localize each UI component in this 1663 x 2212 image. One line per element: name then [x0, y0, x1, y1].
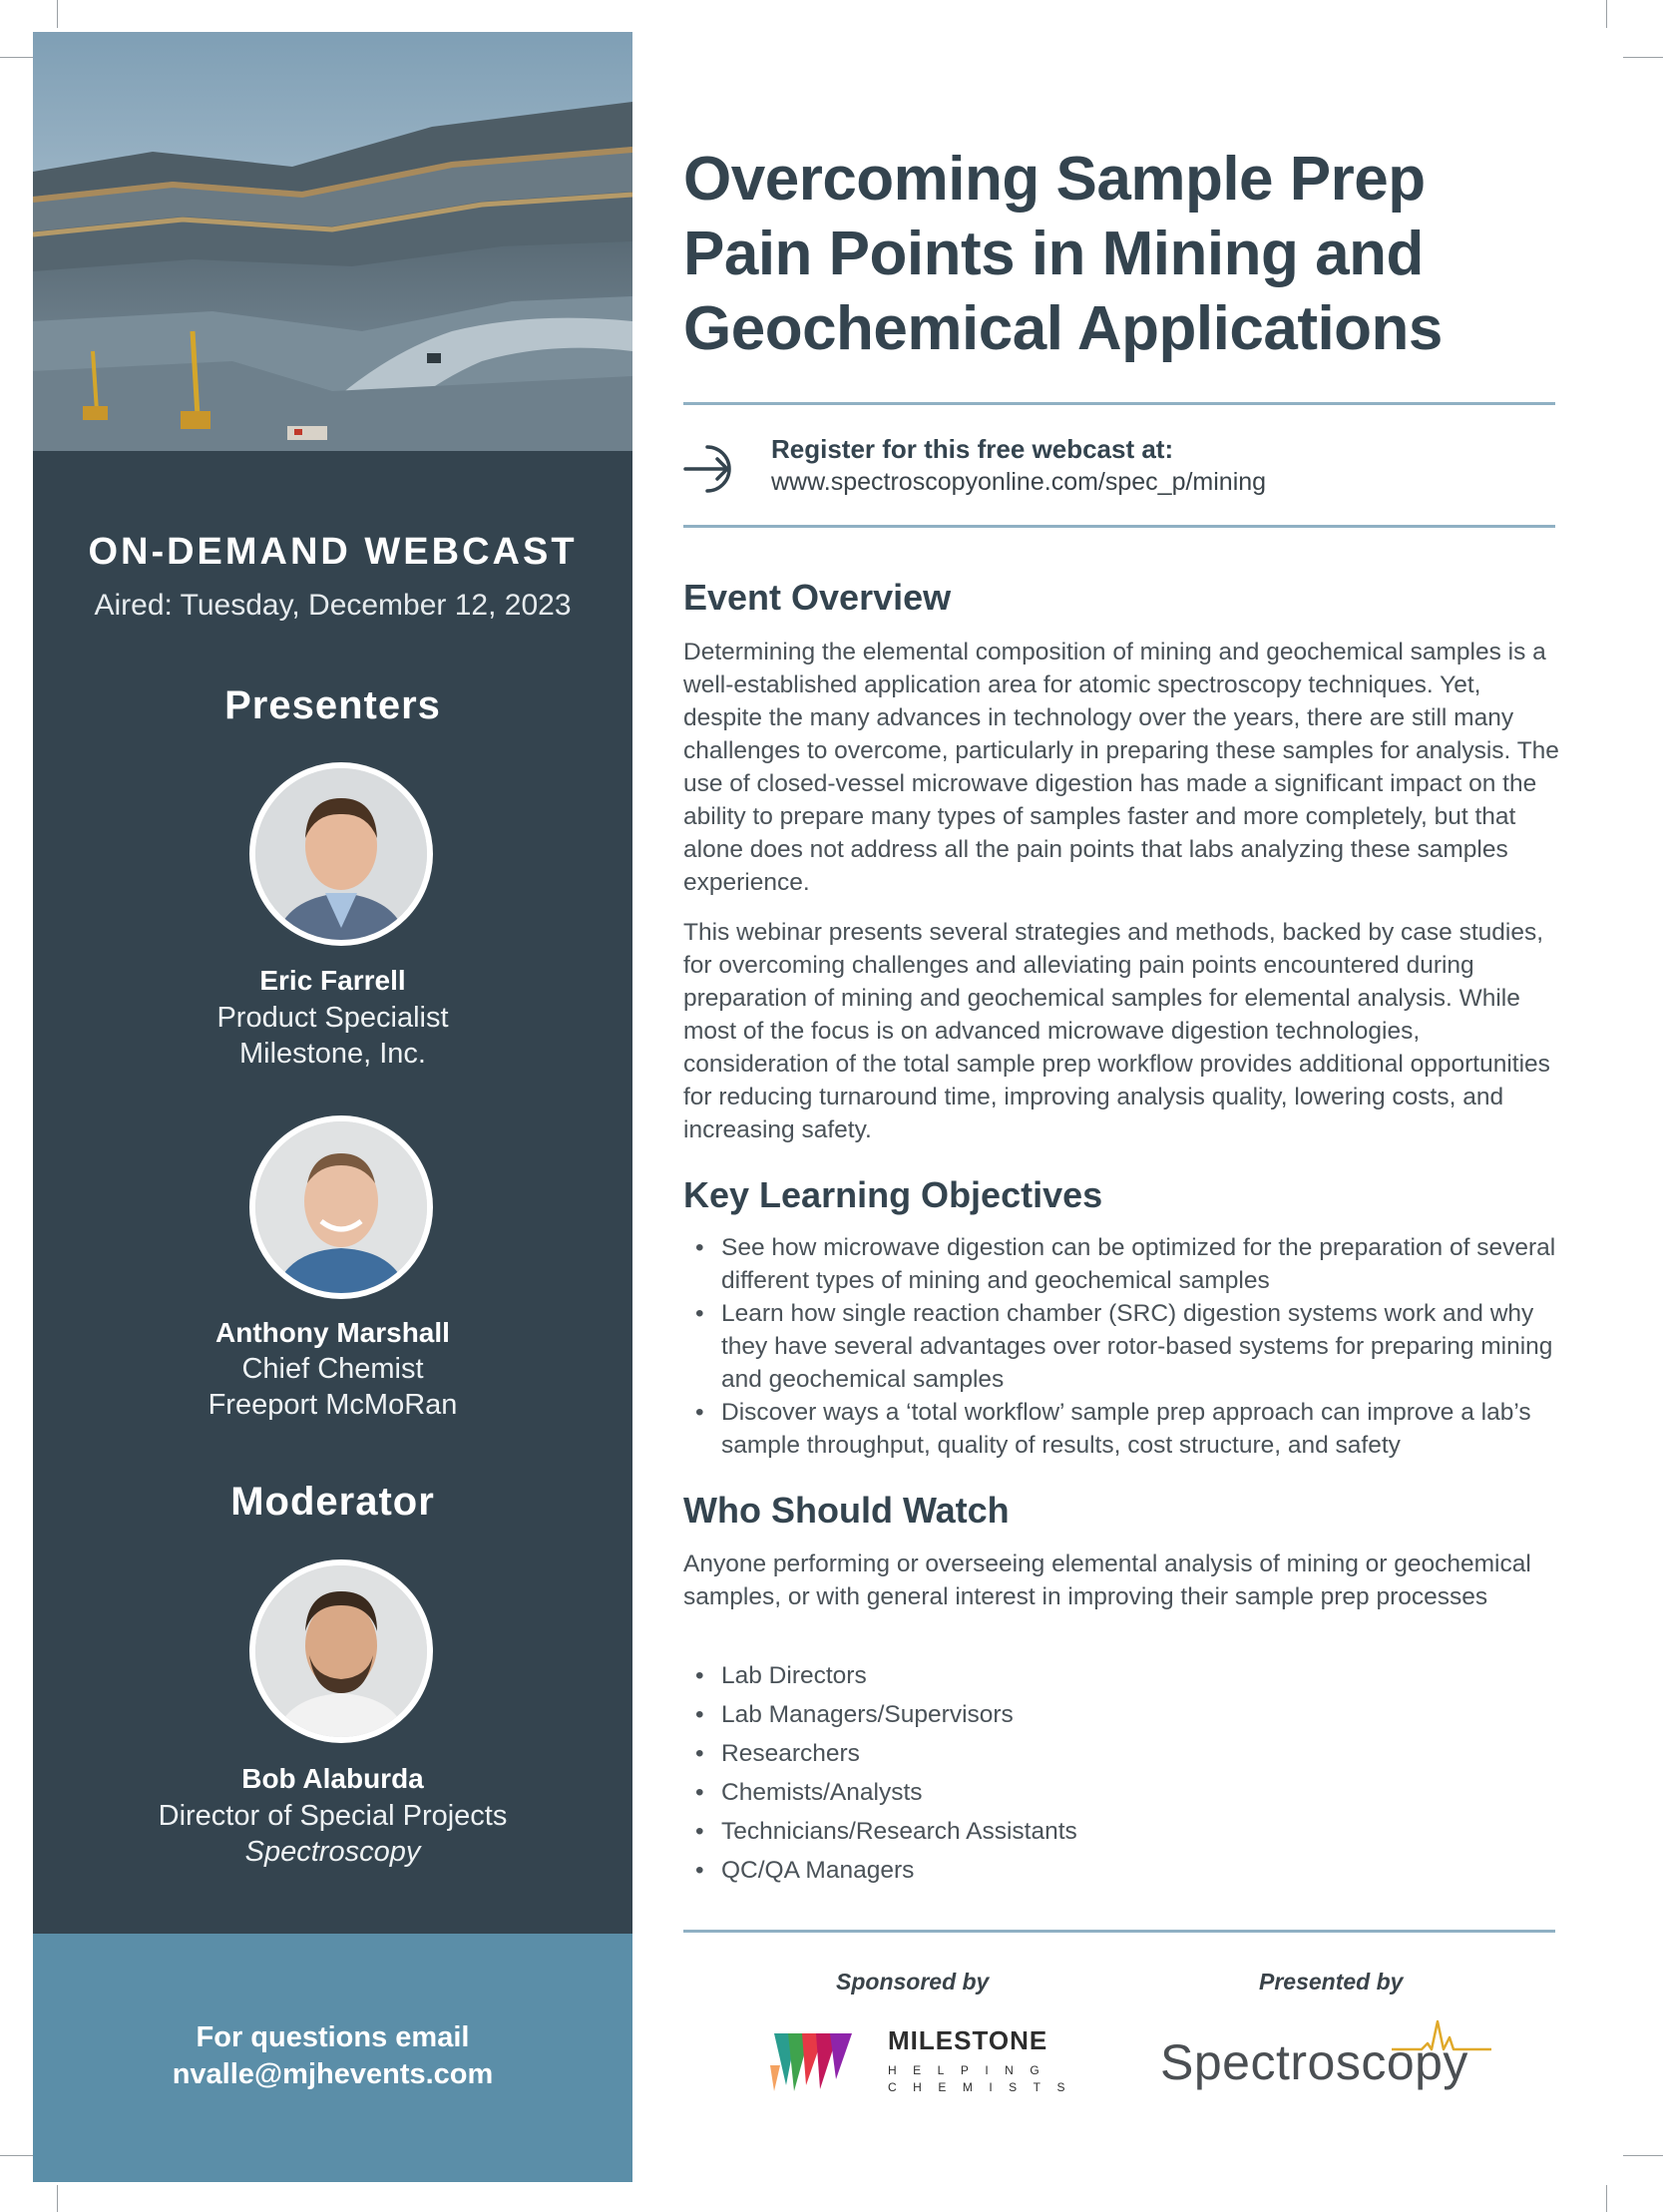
sidebar: [33, 32, 632, 2182]
presenter-role: Chief Chemist: [241, 1353, 424, 1385]
title-line: Geochemical Applications: [683, 294, 1443, 363]
list-item: • Lab Directors: [683, 1659, 1561, 1692]
arrow-circle-icon: [683, 441, 745, 497]
webcast-type-label: ON-DEMAND WEBCAST: [88, 531, 578, 573]
page-title: [683, 142, 1581, 366]
crop-mark: [57, 2185, 58, 2212]
moderator-role: Director of Special Projects: [158, 1800, 508, 1832]
list-item: • Learn how single reaction chamber (SRC) digestion systems work and why they have several advantages over rotor-based systems for preparing mining and geochemical samples: [683, 1297, 1561, 1396]
spectroscopy-logo: Spectroscopy: [1160, 2034, 1468, 2090]
title-line: Pain Points in Mining and: [683, 220, 1424, 288]
register-label: Register for this free webcast at:: [771, 434, 1174, 464]
presenter-org: Milestone, Inc.: [239, 1038, 426, 1070]
presenter-org: Freeport McMoRan: [208, 1389, 458, 1421]
presenters-heading: Presenters: [224, 683, 441, 727]
list-item: • Researchers: [683, 1737, 1561, 1770]
sponsored-by-label: Sponsored by: [836, 1969, 990, 1994]
presenter-name: Anthony Marshall: [215, 1317, 450, 1348]
milestone-logo-icon: [766, 2025, 856, 2097]
moderator-heading: Moderator: [230, 1480, 435, 1524]
contact-block: [33, 2019, 632, 2093]
list-item: • Discover ways a ‘total workflow’ sample prep approach can improve a lab’s sample throughput, quality of results, cost structure, and safety: [683, 1396, 1561, 1462]
list-item: • See how microwave digestion can be optimized for the preparation of several different types of mining and geochemical samples: [683, 1231, 1561, 1297]
title-line: Overcoming Sample Prep: [683, 145, 1426, 214]
divider: [683, 525, 1555, 528]
register-link[interactable]: www.spectroscopyonline.com/spec_p/mining: [771, 468, 1267, 496]
contact-label: For questions email: [196, 2021, 470, 2053]
mine-photo: [33, 32, 632, 451]
overview-heading: Event Overview: [683, 577, 952, 618]
audience-heading: Who Should Watch: [683, 1490, 1010, 1531]
list-item: • Technicians/Research Assistants: [683, 1815, 1561, 1848]
overview-paragraph: Determining the elemental composition of mining and geochemical samples is a well-established application area for atomic spectroscopy techniques. Yet, despite the many advances in technology over the years, there are still many challenges to overcome, particularly in preparing these samples for analysis. The use of closed-vessel microwave digestion has made a significant impact on the ability to prepare many types of samples faster and more completely, but that alone does not address all the pain points that labs analyzing these samples experience.: [683, 639, 1559, 896]
list-item: • Chemists/Analysts: [683, 1776, 1561, 1809]
crop-mark: [1606, 0, 1607, 28]
divider: [683, 1930, 1555, 1933]
avatar: [249, 1559, 433, 1743]
moderator-name: Bob Alaburda: [241, 1763, 424, 1794]
audience-list: [683, 1659, 1561, 1893]
audience-intro: Anyone performing or overseeing elemental analysis of mining or geochemical samples, or with general interest in improving their sample prep processes: [683, 1550, 1531, 1610]
spectrum-wave-icon: [1392, 2015, 1491, 2055]
moderator-org: Spectroscopy: [244, 1836, 421, 1868]
objectives-list: [683, 1231, 1561, 1462]
crop-mark: [1606, 2185, 1607, 2212]
sponsor-name: MILESTONE: [888, 2025, 1048, 2055]
crop-mark: [1623, 57, 1663, 58]
sponsor-tagline: CHEMISTS: [888, 2080, 1082, 2094]
contact-email[interactable]: nvalle@mjhevents.com: [172, 2058, 494, 2090]
presenter-name: Eric Farrell: [259, 965, 406, 996]
presented-by-label: Presented by: [1259, 1969, 1404, 1994]
contact-band: [33, 1934, 632, 2182]
list-item: • Lab Managers/Supervisors: [683, 1698, 1561, 1731]
presenter-role: Product Specialist: [216, 1002, 449, 1034]
avatar: [249, 762, 433, 946]
sponsor-tagline: HELPING: [888, 2063, 1056, 2077]
crop-mark: [57, 0, 58, 28]
avatar: [249, 1115, 433, 1299]
objectives-heading: Key Learning Objectives: [683, 1174, 1103, 1215]
aired-date: Aired: Tuesday, December 12, 2023: [94, 589, 572, 622]
overview-paragraph: This webinar presents several strategies and methods, backed by case studies, for overcoming challenges and alleviating pain points encountered during preparation of mining and geochemical samples for elemental analysis. While most of the focus is on advanced microwave digestion technologies, consideration of the total sample prep workflow provides additional opportunities for reducing turnaround time, improving analysis quality, lowering costs, and increasing safety.: [683, 919, 1550, 1143]
crop-mark: [1623, 2155, 1663, 2156]
list-item: • QC/QA Managers: [683, 1854, 1561, 1887]
divider: [683, 402, 1555, 405]
